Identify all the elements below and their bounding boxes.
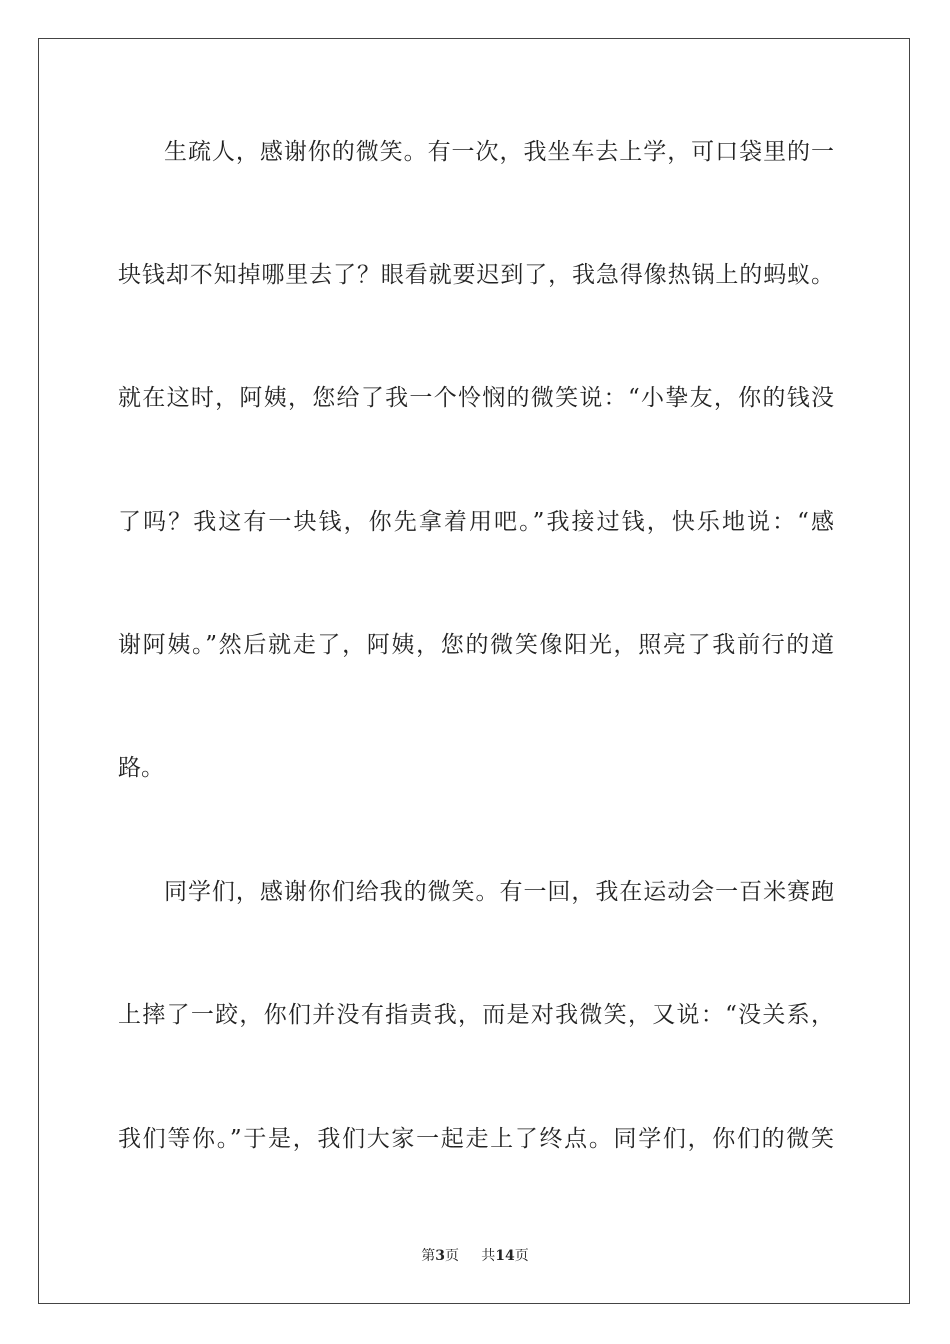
page-footer	[0, 1247, 950, 1265]
total-pages: 14	[495, 1248, 515, 1264]
text-line: 了吗？我这有一块钱，你先拿着用吧。”我接过钱，快乐地说：“感	[118, 509, 834, 535]
page-border	[38, 38, 910, 1304]
text-line: 就在这时，阿姨，您给了我一个怜悯的微笑说：“小挚友，你的钱没	[118, 385, 834, 411]
text-line: 同学们，感谢你们给我的微笑。有一回，我在运动会一百米赛跑	[164, 879, 834, 905]
total-suffix: 页	[514, 1248, 529, 1264]
total-prefix: 共	[481, 1248, 496, 1264]
total-pages-label	[481, 1248, 528, 1264]
text-line: 生疏人，感谢你的微笑。有一次，我坐车去上学，可口袋里的一	[164, 139, 834, 165]
page-prefix: 第	[421, 1248, 436, 1264]
text-line: 谢阿姨。”然后就走了，阿姨，您的微笑像阳光，照亮了我前行的道	[118, 632, 834, 658]
page-number-label	[421, 1248, 463, 1264]
text-line: 我们等你。”于是，我们大家一起走上了终点。同学们，你们的微笑	[118, 1126, 834, 1152]
text-line: 路。	[118, 755, 164, 781]
text-line: 上摔了一跤，你们并没有指责我，而是对我微笑，又说：“没关系，	[118, 1002, 834, 1028]
page-suffix: 页	[445, 1248, 459, 1264]
text-line: 块钱却不知掉哪里去了？眼看就要迟到了，我急得像热锅上的蚂蚁。	[118, 262, 834, 288]
page-number: 3	[435, 1248, 445, 1264]
